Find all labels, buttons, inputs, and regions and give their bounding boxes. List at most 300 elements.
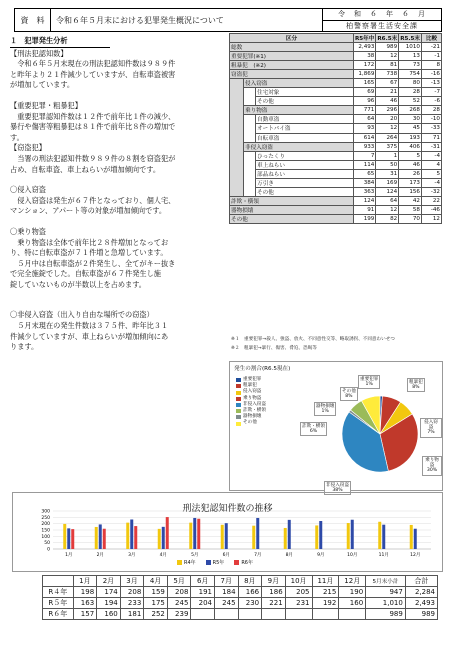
table-cell: 406 [399, 142, 422, 151]
table-row [230, 178, 442, 187]
table-cell: 933 [353, 142, 375, 151]
table-cell: R４年 [43, 587, 74, 598]
table-cell [230, 142, 244, 151]
bar [130, 519, 133, 549]
table-cell: 215 [312, 587, 339, 598]
table-header-row [43, 576, 438, 587]
legend-swatch [236, 403, 241, 407]
header-cell: 3月 [120, 576, 144, 587]
header-cell: 5月 [167, 576, 191, 587]
header-cell: 5月末小計 [366, 576, 406, 587]
table-cell: 989 [376, 43, 399, 52]
table-cell: 2,493 [405, 598, 437, 609]
pie-callout-name: 乗り物盗 [425, 458, 439, 469]
x-tick-label: 3月 [128, 553, 136, 558]
para-body: 令和６年５月末現在の刑法犯認知件数は９８９件 と昨年より２１件減少していますが、自転車盗被害 が増加しています。 [10, 59, 176, 90]
table-row [230, 43, 442, 52]
table-cell [244, 97, 256, 106]
table-cell: R６年 [43, 609, 74, 620]
table-row [230, 88, 442, 97]
header-cell: 7月 [214, 576, 238, 587]
legend-item [234, 559, 253, 566]
table-cell: 車上ねらい [256, 160, 354, 169]
legend-label: R6年 [241, 560, 253, 566]
table-cell [244, 169, 256, 178]
table-row [230, 187, 442, 196]
table-cell: オートバイ盗 [256, 124, 354, 133]
bar [158, 529, 161, 549]
table-cell: 375 [376, 142, 399, 151]
table-cell [214, 609, 238, 620]
table-cell: 989 [366, 609, 406, 620]
bar [256, 518, 259, 549]
header-cell: R5年中 [353, 34, 375, 43]
doc-department: 柏警察署生活安全課 [323, 20, 441, 32]
table-cell [262, 609, 286, 620]
table-cell: 114 [353, 160, 375, 169]
table-cell: 363 [353, 187, 375, 196]
table-cell: 208 [167, 587, 191, 598]
table-row [43, 598, 438, 609]
note: ※２ 粗暴犯→暴行、傷害、脅迫、恐喝等 [231, 346, 317, 351]
table-cell: 205 [285, 587, 312, 598]
para-body: 侵入窃盗は発生が６７件となっており、個人宅、 マンション、アパート等の対象が増加傾向です。 [10, 195, 176, 216]
table-cell: 181 [120, 609, 144, 620]
legend-label: 乗り物盗 [243, 395, 262, 401]
header-cell: 区分 [230, 34, 354, 43]
bar [71, 529, 74, 549]
pie-callout-name: 非侵入窃盗 [326, 483, 349, 488]
table-cell: 194 [97, 598, 121, 609]
table-cell: -10 [422, 115, 442, 124]
table-cell: 2,284 [405, 587, 437, 598]
para-body: ５月末現在の発生件数は３７５件、昨年比３１ 件減少していますが、車上ねらいが増加傾向にあ ります。 [10, 321, 169, 352]
table-cell: 175 [144, 598, 168, 609]
table-cell: -31 [422, 142, 442, 151]
pie-callout-name: 重要犯罪 [360, 377, 379, 382]
bar-chart-panel [12, 492, 443, 572]
table-cell: 4 [422, 160, 442, 169]
bar [315, 525, 318, 549]
para-heading: 【刑法犯認知数】 [10, 48, 68, 58]
table-cell: 31 [376, 169, 399, 178]
bar [319, 521, 322, 549]
table-cell: 1 [376, 151, 399, 160]
table-cell [244, 133, 256, 142]
table-cell: -46 [422, 205, 442, 214]
table-row [230, 169, 442, 178]
pie-callout-name: 粗暴犯 [409, 380, 423, 385]
legend-swatch [236, 378, 241, 382]
table-cell: 264 [376, 133, 399, 142]
x-tick-label: 8月 [285, 553, 293, 558]
bar [347, 523, 350, 549]
table-cell: 296 [376, 106, 399, 115]
bar [193, 518, 196, 549]
table-cell: 窃盗犯 [230, 70, 354, 79]
legend-swatch [236, 391, 241, 395]
pie-callout [422, 456, 442, 476]
x-tick-label: 4月 [159, 553, 167, 558]
legend-label: R5年 [212, 560, 225, 566]
table-cell: 非侵入窃盗 [244, 142, 354, 151]
legend-label: 詐欺・横領 [243, 408, 266, 414]
table-cell: -16 [422, 70, 442, 79]
table-cell: 190 [339, 587, 366, 598]
table-cell: 5 [422, 169, 442, 178]
legend-item [206, 559, 225, 566]
table-cell: 重要犯罪(※1) [230, 52, 354, 61]
table-cell: 侵入窃盗 [244, 79, 354, 88]
y-tick-label: 150 [41, 528, 50, 534]
table-cell: 738 [376, 70, 399, 79]
bar [378, 522, 381, 549]
table-cell: 46 [399, 160, 422, 169]
table-cell: 8 [422, 61, 442, 70]
bar [95, 527, 98, 549]
table-cell: 粗暴犯 (※2) [230, 61, 354, 70]
table-cell: 26 [399, 169, 422, 178]
table-row [230, 205, 442, 214]
table-row [230, 61, 442, 70]
table-cell: 208 [120, 587, 144, 598]
table-cell: 69 [353, 88, 375, 97]
pie-title: 発生の割合(R6.5現在) [234, 366, 291, 372]
pie-callout-pct: 8% [412, 385, 420, 391]
header-cell: 比較 [422, 34, 442, 43]
table-cell: 230 [238, 598, 262, 609]
pie-callout-pct: 7% [427, 430, 435, 436]
table-cell: 198 [73, 587, 97, 598]
doc-label: 資 料 [15, 9, 51, 31]
x-tick-label: 11月 [378, 553, 389, 558]
bar [103, 529, 106, 549]
table-cell: 1010 [399, 43, 422, 52]
table-cell [230, 178, 244, 187]
table-cell: 万引き [256, 178, 354, 187]
table-cell: 96 [353, 97, 375, 106]
pie-chart-panel [229, 361, 443, 494]
pie-callout [407, 378, 425, 392]
section-heading: １ 犯罪発生分析 [10, 36, 110, 48]
header-cell: R5.5末 [399, 34, 422, 43]
legend-label: 非侵入窃盗 [243, 401, 266, 407]
header-cell: 9月 [262, 576, 286, 587]
bar-title: 刑法犯認知件数の推移 [182, 504, 273, 514]
header-cell: 12月 [339, 576, 366, 587]
table-cell: その他 [256, 187, 354, 196]
y-tick-label: 250 [41, 515, 50, 521]
note: ※１ 重要犯罪→殺人、強盗、放火、不同意性交等、略取誘拐、不同意わいせつ [231, 337, 395, 342]
table-cell [244, 178, 256, 187]
bar [414, 529, 417, 549]
table-cell: 38 [353, 52, 375, 61]
table-cell: 193 [399, 133, 422, 142]
table-cell: 184 [214, 587, 238, 598]
legend-label: 侵入窃盗 [243, 389, 262, 395]
table-cell: 71 [422, 133, 442, 142]
table-cell [191, 609, 215, 620]
table-cell: 191 [191, 587, 215, 598]
table-cell: 自転車盗 [256, 133, 354, 142]
legend-swatch [177, 560, 182, 565]
header-cell: 6月 [191, 576, 215, 587]
table-notes [231, 336, 443, 354]
legend-swatch [236, 415, 241, 419]
bar [382, 525, 385, 549]
table-row [230, 70, 442, 79]
table-cell: 124 [353, 196, 375, 205]
table-cell: -4 [422, 178, 442, 187]
table-cell: 28 [399, 88, 422, 97]
table-cell [230, 151, 244, 160]
table-cell: 28 [422, 106, 442, 115]
para-heading: 【窃盗犯】 [10, 143, 46, 153]
table-cell: 163 [73, 598, 97, 609]
table-cell: 80 [399, 79, 422, 88]
table-row [230, 124, 442, 133]
table-row [43, 587, 438, 598]
table-cell: -1 [422, 52, 442, 61]
table-cell: ひったくり [256, 151, 354, 160]
table-row [230, 160, 442, 169]
table-cell [238, 609, 262, 620]
bar [288, 520, 291, 549]
legend-label: R4年 [184, 560, 196, 566]
y-tick-label: 200 [41, 522, 50, 528]
table-row [230, 79, 442, 88]
table-cell: 245 [167, 598, 191, 609]
table-cell: その他 [230, 214, 354, 223]
table-row [230, 142, 442, 151]
pie-callout-name: 器物損壊 [316, 404, 335, 409]
table-cell: 245 [214, 598, 238, 609]
table-cell [244, 160, 256, 169]
table-cell: 166 [238, 587, 262, 598]
y-tick-label: 300 [41, 509, 50, 515]
table-cell: 30 [399, 115, 422, 124]
table-cell [230, 115, 244, 124]
table-row [230, 115, 442, 124]
para-heading: 〇乗り物盗 [10, 226, 46, 236]
table-cell: -13 [422, 79, 442, 88]
bar [410, 525, 413, 549]
para-heading: 〇侵入窃盗 [10, 185, 46, 195]
header-cell: 2月 [97, 576, 121, 587]
table-cell: 989 [405, 609, 437, 620]
table-cell: 239 [167, 609, 191, 620]
bar [351, 520, 354, 549]
table-cell: -6 [422, 97, 442, 106]
x-tick-label: 6月 [222, 553, 230, 558]
y-tick-label: 100 [41, 534, 50, 540]
legend-swatch [206, 560, 211, 565]
header-cell [43, 576, 74, 587]
bar [197, 519, 200, 549]
table-cell: 詐欺・横領 [230, 196, 354, 205]
table-cell [244, 88, 256, 97]
bar [225, 523, 228, 549]
table-cell: -4 [422, 151, 442, 160]
x-tick-label: 10月 [347, 553, 358, 558]
table-cell: 81 [376, 61, 399, 70]
pie-callout-name: 侵入窃盗 [424, 420, 438, 431]
table-row [230, 196, 442, 205]
pie-callout-pct: 8% [345, 394, 353, 400]
bar [166, 517, 169, 549]
table-cell: 159 [144, 587, 168, 598]
table-cell: 自動車盗 [256, 115, 354, 124]
table-cell [230, 97, 244, 106]
legend-label: 粗暴犯 [243, 383, 257, 389]
bar [284, 528, 287, 549]
bar-legend [177, 559, 253, 566]
table-row [230, 151, 442, 160]
table-cell: 199 [353, 214, 375, 223]
legend-label: 重要犯罪 [243, 377, 262, 382]
bar [221, 525, 224, 549]
table-cell: 12 [376, 205, 399, 214]
table-cell: 20 [376, 115, 399, 124]
x-tick-label: 5月 [191, 553, 199, 558]
table-header-row [230, 34, 442, 43]
bar [162, 527, 165, 549]
pie-callout [358, 375, 380, 389]
table-cell: 174 [97, 587, 121, 598]
legend-swatch [236, 422, 241, 426]
y-tick-label: 50 [44, 541, 50, 547]
table-row [230, 97, 442, 106]
table-cell: 70 [399, 214, 422, 223]
table-cell: 221 [262, 598, 286, 609]
table-cell: 67 [376, 79, 399, 88]
table-row [230, 106, 442, 115]
table-cell: 46 [376, 97, 399, 106]
table-cell: 186 [262, 587, 286, 598]
table-cell: 7 [353, 151, 375, 160]
table-cell: 22 [422, 196, 442, 205]
table-cell: 2,493 [353, 43, 375, 52]
bar [67, 528, 70, 549]
x-tick-label: 12月 [410, 553, 421, 558]
table-cell: 233 [120, 598, 144, 609]
table-cell: 12 [376, 124, 399, 133]
table-cell [244, 151, 256, 160]
para-heading: 〇非侵入窃盗（出入り自由な場所での窃盗） [10, 310, 154, 320]
pie-callout-pct: 6% [309, 429, 318, 435]
table-cell [312, 609, 339, 620]
para-body: 乗り物盗は全体で前年比２８件増加となってお り、特に自転車盗が７１件増と急増しています。 ５月中は自転車盗が２件発生し、全てがキー抜き で完全施錠でした。自転車盗が６７件発生し施 錠していないものが半数以上を占めます。 [10, 237, 176, 289]
table-cell [230, 106, 244, 115]
table-cell: 160 [97, 609, 121, 620]
table-cell: 50 [376, 160, 399, 169]
table-cell: -32 [422, 187, 442, 196]
table-row [230, 214, 442, 223]
table-cell [230, 79, 244, 88]
pie-callout [420, 418, 442, 438]
table-cell: 252 [144, 609, 168, 620]
table-cell: 部品ねらい [256, 169, 354, 178]
table-cell: 82 [376, 214, 399, 223]
legend-swatch [236, 409, 241, 413]
table-cell: 65 [353, 169, 375, 178]
table-cell: 231 [285, 598, 312, 609]
table-cell: -7 [422, 88, 442, 97]
header-cell: 合計 [405, 576, 437, 587]
x-tick-label: 2月 [96, 553, 104, 558]
table-cell [339, 609, 366, 620]
pie-callout-name: 詐欺・横領 [302, 424, 325, 429]
legend-label: 器物損壊 [243, 414, 262, 420]
pie-callout-pct: 1% [321, 409, 329, 415]
table-cell: R５年 [43, 598, 74, 609]
table-cell: 384 [353, 178, 375, 187]
legend-item [236, 420, 266, 426]
table-cell: 5 [399, 151, 422, 160]
table-cell: 1,869 [353, 70, 375, 79]
table-cell: その他 [256, 97, 354, 106]
table-cell [230, 88, 244, 97]
legend-swatch [234, 560, 239, 565]
table-cell: 45 [399, 124, 422, 133]
monthly-table [42, 575, 438, 620]
doc-meta [323, 9, 441, 31]
table-cell: 12 [422, 214, 442, 223]
table-cell [230, 160, 244, 169]
y-tick-label: 0 [47, 547, 50, 553]
table-cell [244, 115, 256, 124]
table-row [230, 52, 442, 61]
table-cell: 204 [191, 598, 215, 609]
table-cell: -21 [422, 43, 442, 52]
header-cell: 1月 [73, 576, 97, 587]
table-cell: 169 [376, 178, 399, 187]
table-cell: 192 [312, 598, 339, 609]
table-cell [230, 124, 244, 133]
table-cell: 173 [399, 178, 422, 187]
pie-callout [300, 422, 327, 436]
bar [126, 523, 129, 549]
header-cell: 10月 [285, 576, 312, 587]
para-heading: 【重要犯罪・粗暴犯】 [10, 100, 82, 110]
x-tick-label: 7月 [254, 553, 262, 558]
bar [134, 526, 137, 549]
bar [189, 523, 192, 549]
table-cell [244, 187, 256, 196]
table-cell: 器物損壊 [230, 205, 354, 214]
table-cell: 21 [376, 88, 399, 97]
legend-label: その他 [243, 420, 257, 426]
x-tick-label: 9月 [317, 553, 325, 558]
table-cell [230, 187, 244, 196]
doc-date: 令 和 ６ 年 ６ 月 [338, 10, 426, 19]
table-cell [230, 133, 244, 142]
table-cell [230, 169, 244, 178]
bar [99, 524, 102, 549]
bar [63, 524, 66, 549]
legend-item [177, 559, 196, 566]
table-cell: 乗り物盗 [244, 106, 354, 115]
table-cell: 754 [399, 70, 422, 79]
table-cell: 住宅対象 [256, 88, 354, 97]
pie-callout [314, 402, 336, 416]
table-cell: 157 [73, 609, 97, 620]
table-cell: 73 [399, 61, 422, 70]
para-body: 当署の刑法犯認知件数９８９件の８割を窃盗犯が 占め、自転車盗、車上ねらいが増加傾向です。 [10, 153, 176, 174]
pie-callout [340, 387, 358, 401]
doc-title: 令和６年５月末における犯罪発生概況について [51, 9, 323, 31]
table-cell: 947 [366, 587, 406, 598]
